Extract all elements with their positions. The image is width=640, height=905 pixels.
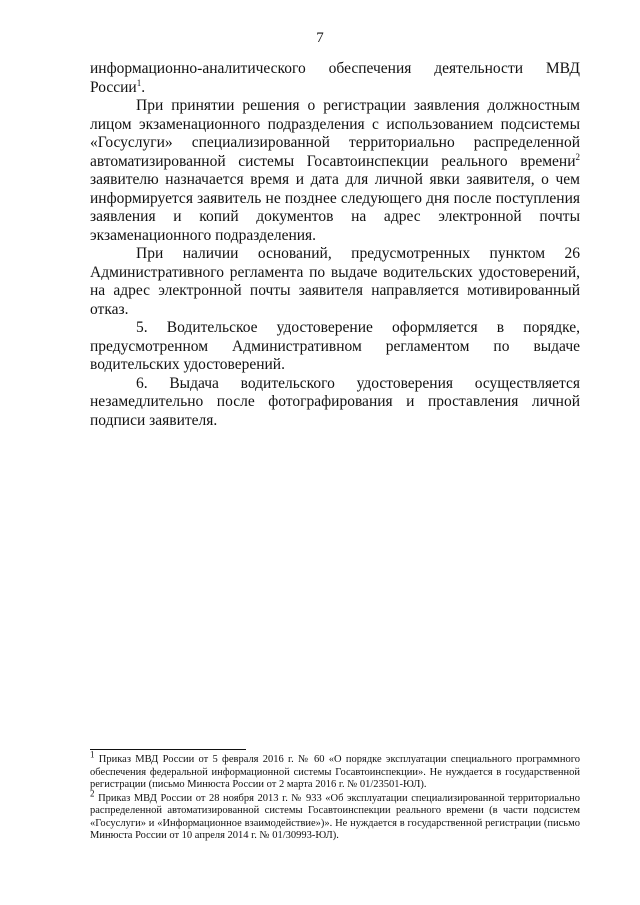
footnote-text: Приказ МВД России от 5 февраля 2016 г. № 60 «О порядке эксплуатации специального программного обеспечения федеральной информационной системы Госавтоинспекции». Не нуждается в государственной регистрации (письмо Минюста России от 2 марта 2016 г. № 01/23501-ЮЛ). [90, 754, 580, 790]
paragraph-2 [90, 97, 580, 245]
paragraph-3 [90, 245, 580, 319]
footnote-1 [90, 749, 580, 792]
paragraph-tail: . [141, 78, 146, 96]
paragraph-text: 6. Выдача водительского удостоверения осуществляется незамедлительно после фотографирования и проставления личной подписи заявителя. [90, 374, 580, 429]
paragraph-text: информационно-аналитического обеспечения деятельности МВД России [90, 60, 580, 96]
footnote-ref-2[interactable]: 2 [575, 151, 580, 162]
footnote-ref-1[interactable]: 1 [136, 77, 142, 88]
document-body [90, 60, 580, 430]
footnote-text: Приказ МВД России от 28 ноября 2013 г. № 933 «Об эксплуатации специализированной территориально распределенной автоматизированной системы Госавтоинспекции реального времени (в части подсистем «Госуслуги» и «Информационное взаимодействие»)». Не нуждается в государственной регистрации (письмо Минюста России от 10 апреля 2014 г. № 01/30993-ЮЛ). [90, 792, 580, 841]
footnotes [90, 749, 580, 844]
paragraph-tail: заявителю назначается время и дата для личной явки заявителя, о чем информируется заявитель не позднее следующего дня после поступления заявления и копий документов на адрес электронной почты экзаменационного подразделения. [90, 171, 580, 244]
paragraph-text: 5. Водительское удостоверение оформляется в порядке, предусмотренном Административном регламентом по выдаче водительских удостоверений. [90, 319, 580, 373]
paragraph-4 [90, 319, 580, 375]
footnote-marker: 1 [90, 749, 95, 760]
footnote-separator [90, 749, 246, 750]
paragraph-5 [90, 375, 580, 431]
footnote-marker: 2 [90, 788, 95, 798]
paragraph-1 [90, 60, 580, 97]
paragraph-text: При принятии решения о регистрации заявления должностным лицом экзаменационного подразделения с использованием подсистемы «Госуслуги» специализированной территориально распределенной автоматизированной системы Госавтоинспекции реального времени [90, 97, 580, 170]
footnote-2 [90, 788, 580, 843]
paragraph-text: При наличии оснований, предусмотренных пунктом 26 Административного регламента по выдаче водительских удостоверений, на адрес электронной почты заявителя направляется мотивированный отказ. [90, 245, 580, 318]
page-number: 7 [316, 30, 324, 46]
